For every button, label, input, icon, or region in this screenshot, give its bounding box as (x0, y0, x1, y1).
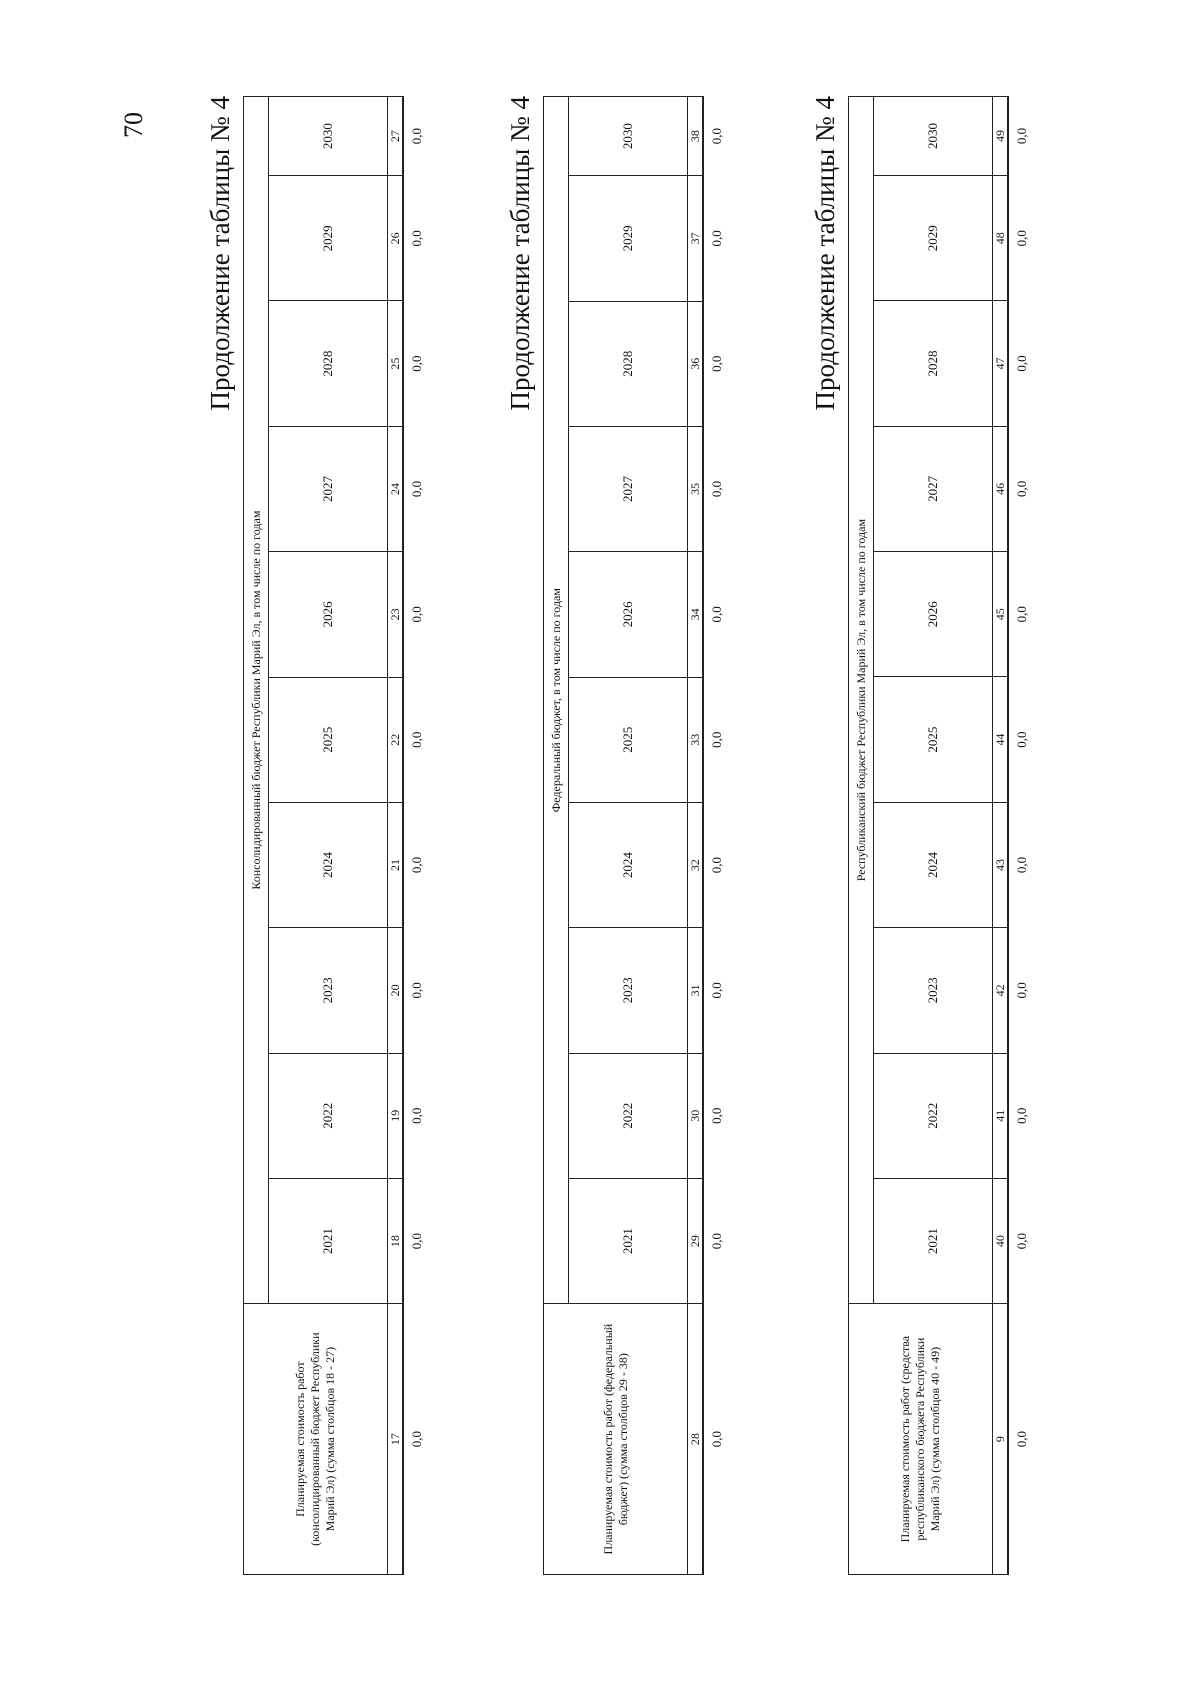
column-number: 44 (993, 677, 1009, 802)
value-cell: 0,0 (709, 480, 724, 498)
year-header: 2026 (569, 552, 688, 677)
value-cell: 0,0 (409, 982, 424, 999)
column-number: 22 (388, 677, 404, 802)
budget-table (543, 96, 730, 1575)
column-number: 36 (688, 301, 704, 426)
year-header: 2025 (569, 677, 688, 802)
year-header: 2030 (874, 97, 993, 176)
value-cell: 0,0 (409, 606, 424, 623)
column-number: 31 (688, 928, 704, 1053)
value-cell: 0,0 (709, 1431, 724, 1448)
column-number: 38 (688, 97, 704, 176)
year-header: 2021 (569, 1178, 688, 1303)
value-cell: 0,0 (1014, 480, 1029, 498)
year-header: 2028 (569, 301, 688, 426)
year-header: 2030 (269, 97, 388, 176)
value-cell: 0,0 (1014, 982, 1029, 999)
year-header: 2028 (874, 301, 993, 426)
continuation-title: Продолжение таблицы № 4 (505, 96, 535, 411)
column-number: 26 (388, 176, 404, 301)
year-header: 2024 (569, 802, 688, 927)
column-number: 48 (993, 176, 1009, 301)
cost-description: Планируемая стоимость работ (консолидированный бюджет Республики Марий Эл) (сумма столбцов 18 - 27) (244, 1304, 388, 1575)
column-number: 18 (388, 1178, 404, 1303)
value-cell: 0,0 (409, 355, 424, 372)
continuation-title: Продолжение таблицы № 4 (205, 96, 235, 411)
value-cell: 0,0 (409, 1431, 424, 1448)
year-header: 2021 (269, 1178, 388, 1303)
column-number: 35 (688, 426, 704, 551)
value-cell: 0,0 (1014, 1107, 1029, 1124)
table-block-federal (500, 96, 724, 1575)
value-cell: 0,0 (409, 1232, 424, 1250)
value-cell: 0,0 (709, 982, 724, 999)
value-cell: 0,0 (409, 480, 424, 498)
value-cell: 0,0 (409, 856, 424, 874)
value-cell: 0,0 (1014, 1232, 1029, 1250)
budget-table (848, 96, 1035, 1575)
cost-description: Планируемая стоимость работ (средства республиканского бюджета Республики Марий Эл) (сумма столбцов 40 - 49) (849, 1304, 993, 1575)
value-cell: 0,0 (709, 355, 724, 372)
value-cell: 0,0 (1014, 1431, 1029, 1448)
value-cell: 0,0 (709, 127, 724, 145)
year-header: 2026 (874, 552, 993, 677)
column-number: 24 (388, 426, 404, 551)
year-header: 2022 (874, 1053, 993, 1178)
value-cell: 0,0 (709, 856, 724, 874)
year-header: 2023 (874, 928, 993, 1053)
year-header: 2028 (269, 301, 388, 426)
value-cell: 0,0 (1014, 856, 1029, 874)
year-header: 2025 (269, 677, 388, 802)
year-header: 2027 (569, 426, 688, 551)
column-number: 29 (688, 1178, 704, 1303)
page-number: 70 (119, 112, 148, 138)
column-number: 37 (688, 176, 704, 301)
year-header: 2026 (269, 552, 388, 677)
column-number: 27 (388, 97, 404, 176)
column-number: 42 (993, 928, 1009, 1053)
year-header: 2027 (874, 426, 993, 551)
value-cell: 0,0 (709, 230, 724, 247)
cost-description: Планируемая стоимость работ (федеральный бюджет) (сумма столбцов 29 - 38) (544, 1304, 688, 1575)
year-header: 2025 (874, 677, 993, 802)
group-header: Федеральный бюджет, в том числе по годам (544, 97, 569, 1304)
value-cell: 0,0 (409, 230, 424, 247)
year-header: 2023 (269, 928, 388, 1053)
column-number: 20 (388, 928, 404, 1053)
column-number: 19 (388, 1053, 404, 1178)
column-number: 46 (993, 426, 1009, 551)
budget-table (243, 96, 430, 1575)
year-header: 2022 (269, 1053, 388, 1178)
column-number: 33 (688, 677, 704, 802)
value-cell: 0,0 (709, 1232, 724, 1250)
value-cell: 0,0 (1014, 230, 1029, 247)
value-cell: 0,0 (709, 731, 724, 748)
value-cell: 0,0 (1014, 731, 1029, 748)
column-number: 30 (688, 1053, 704, 1178)
year-header: 2030 (569, 97, 688, 176)
column-number: 23 (388, 552, 404, 677)
value-cell: 0,0 (1014, 606, 1029, 623)
column-number: 32 (688, 802, 704, 927)
value-cell: 0,0 (1014, 127, 1029, 145)
value-cell: 0,0 (409, 127, 424, 145)
year-header: 2022 (569, 1053, 688, 1178)
value-cell: 0,0 (709, 606, 724, 623)
value-cell: 0,0 (409, 1107, 424, 1124)
column-number: 28 (688, 1304, 704, 1575)
column-number: 49 (993, 97, 1009, 176)
year-header: 2027 (269, 426, 388, 551)
column-number: 41 (993, 1053, 1009, 1178)
column-number: 40 (993, 1178, 1009, 1303)
table-block-republican (805, 96, 1029, 1575)
continuation-title: Продолжение таблицы № 4 (810, 96, 840, 411)
column-number: 9 (993, 1304, 1009, 1575)
group-header: Консолидированный бюджет Республики Марий Эл, в том числе по годам (244, 97, 269, 1304)
year-header: 2024 (269, 802, 388, 927)
table-block-consolidated (200, 96, 424, 1575)
column-number: 34 (688, 552, 704, 677)
year-header: 2029 (874, 176, 993, 301)
column-number: 43 (993, 802, 1009, 927)
column-number: 21 (388, 802, 404, 927)
column-number: 45 (993, 552, 1009, 677)
year-header: 2023 (569, 928, 688, 1053)
group-header: Республиканский бюджет Республики Марий Эл, в том числе по годам (849, 97, 874, 1304)
value-cell: 0,0 (409, 731, 424, 748)
value-cell: 0,0 (1014, 355, 1029, 372)
column-number: 47 (993, 301, 1009, 426)
column-number: 17 (388, 1304, 404, 1575)
value-cell: 0,0 (709, 1107, 724, 1124)
year-header: 2021 (874, 1178, 993, 1303)
column-number: 25 (388, 301, 404, 426)
year-header: 2024 (874, 802, 993, 927)
year-header: 2029 (569, 176, 688, 301)
year-header: 2029 (269, 176, 388, 301)
